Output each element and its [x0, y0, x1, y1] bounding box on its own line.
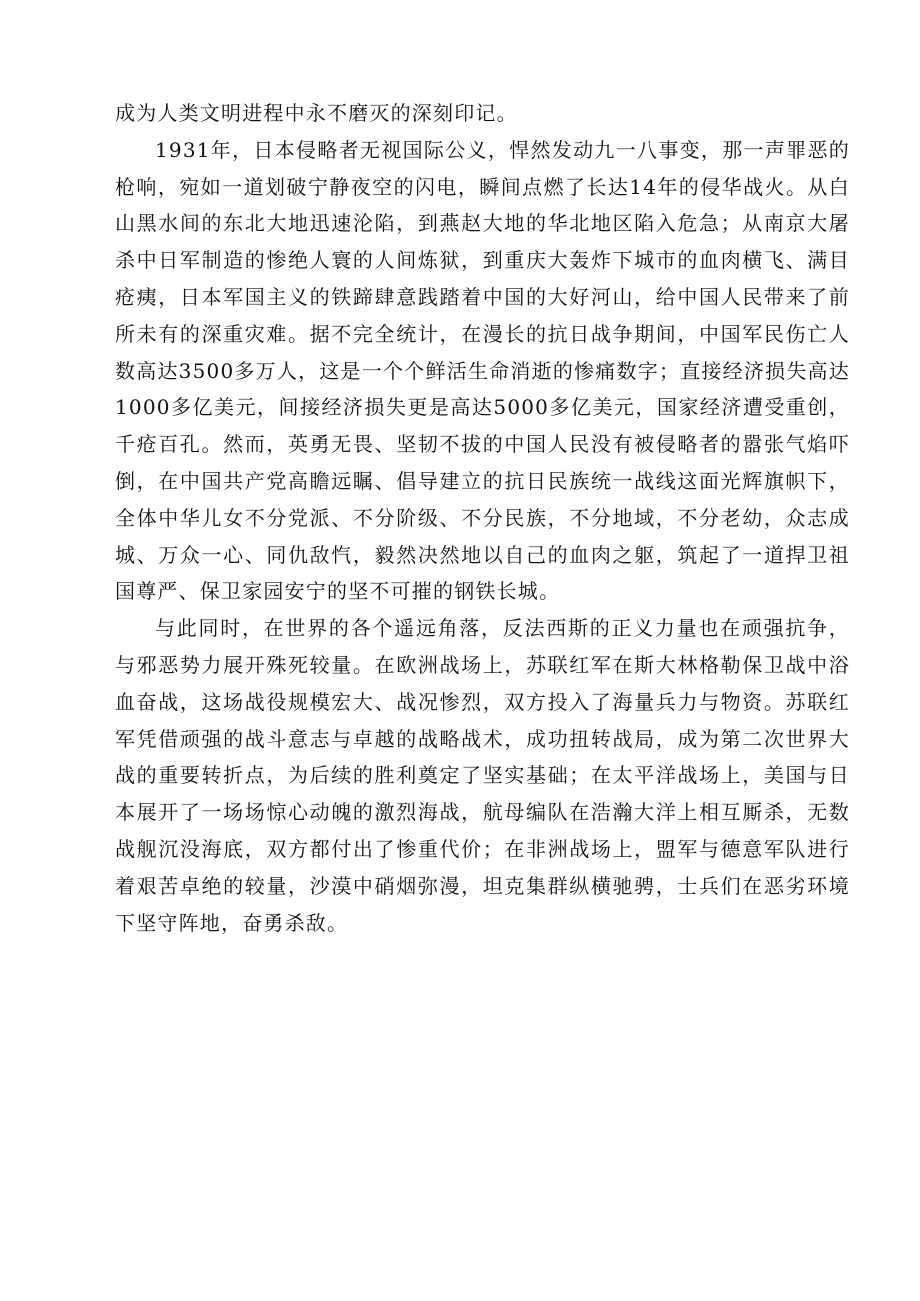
paragraph-continuation: 成为人类文明进程中永不磨灭的深刻印记。 — [115, 101, 518, 125]
paragraph-1931-invasion: 1931年，日本侵略者无视国际公义，悍然发动九一八事变，那一声罪恶的枪响，宛如一道划破宁静夜空的闪电，瞬间点燃了长达14年的侵华战火。从白山黑水间的东北大地迅速沦陷，到燕赵大地的华北地区陷入危急；从南京大屠杀中日军制造的惨绝人寰的人间炼狱，到重庆大轰炸下城市的血肉横飞、满目疮痍，日本军国主义的铁蹄肆意践踏着中国的大好河山，给中国人民带来了前所未有的深重灾难。据不完全统计，在漫长的抗日战争期间，中国军民伤亡人数高达3500多万人，这是一个个鲜活生命消逝的惨痛数字；直接经济损失高达1000多亿美元，间接经济损失更是高达5000多亿美元，国家经济遭受重创，千疮百孔。然而，英勇无畏、坚韧不拔的中国人民没有被侵略者的嚣张气焰吓倒，在中国共产党高瞻远瞩、倡导建立的抗日民族统一战线这面光辉旗帜下，全体中华儿女不分党派、不分阶级、不分民族，不分地域，不分老幼，众志成城、万众一心、同仇敌忾，毅然决然地以自己的血肉之躯，筑起了一道捍卫祖国尊严、保卫家园安宁的坚不可摧的钢铁长城。 — [115, 137, 850, 604]
paragraph-world-antifascist: 与此同时，在世界的各个遥远角落，反法西斯的正义力量也在顽强抗争，与邪恶势力展开殊死较量。在欧洲战场上，苏联红军在斯大林格勒保卫战中浴血奋战，这场战役规模宏大、战况惨烈，双方投入了海量兵力与物资。苏联红军凭借顽强的战斗意志与卓越的战略战术，成功扭转战局，成为第二次世界大战的重要转折点，为后续的胜利奠定了坚实基础；在太平洋战场上，美国与日本展开了一场场惊心动魄的激烈海战，航母编队在浩瀚大洋上相互厮杀，无数战舰沉没海底，双方都付出了惨重代价；在非洲战场上，盟军与德意军队进行着艰苦卓绝的较量，沙漠中硝烟弥漫，坦克集群纵横驰骋，士兵们在恶劣环境下坚守阵地，奋勇杀敌。 — [115, 616, 850, 935]
document-body — [115, 95, 850, 941]
